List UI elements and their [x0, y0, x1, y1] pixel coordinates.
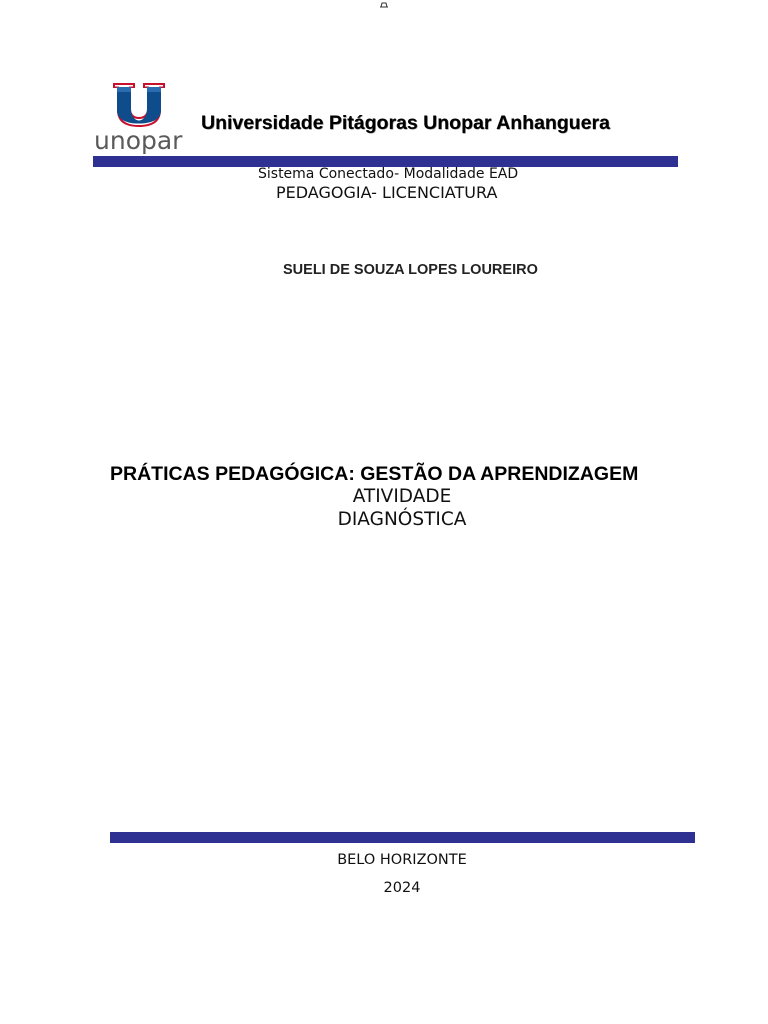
clip-mark-icon	[378, 0, 390, 2]
year: 2024	[383, 880, 421, 896]
bottom-divider-bar	[110, 832, 695, 843]
document-subtitle-line-2: DIAGNÓSTICA	[337, 509, 467, 530]
system-modality: Sistema Conectado- Modalidade EAD	[258, 166, 519, 182]
document-title: PRÁTICAS PEDAGÓGICA: GESTÃO DA APRENDIZAGEM	[110, 463, 639, 485]
u-shield-icon	[93, 82, 185, 128]
logo-wordmark: unopar	[94, 126, 183, 155]
author-name: SUELI DE SOUZA LOPES LOUREIRO	[283, 262, 538, 278]
institution-name: Universidade Pitágoras Unopar Anhanguera	[201, 112, 610, 134]
city: BELO HORIZONTE	[337, 852, 467, 868]
unopar-logo	[93, 82, 185, 158]
course-name: PEDAGOGIA- LICENCIATURA	[276, 183, 498, 202]
document-subtitle-line-1: ATIVIDADE	[352, 486, 452, 507]
